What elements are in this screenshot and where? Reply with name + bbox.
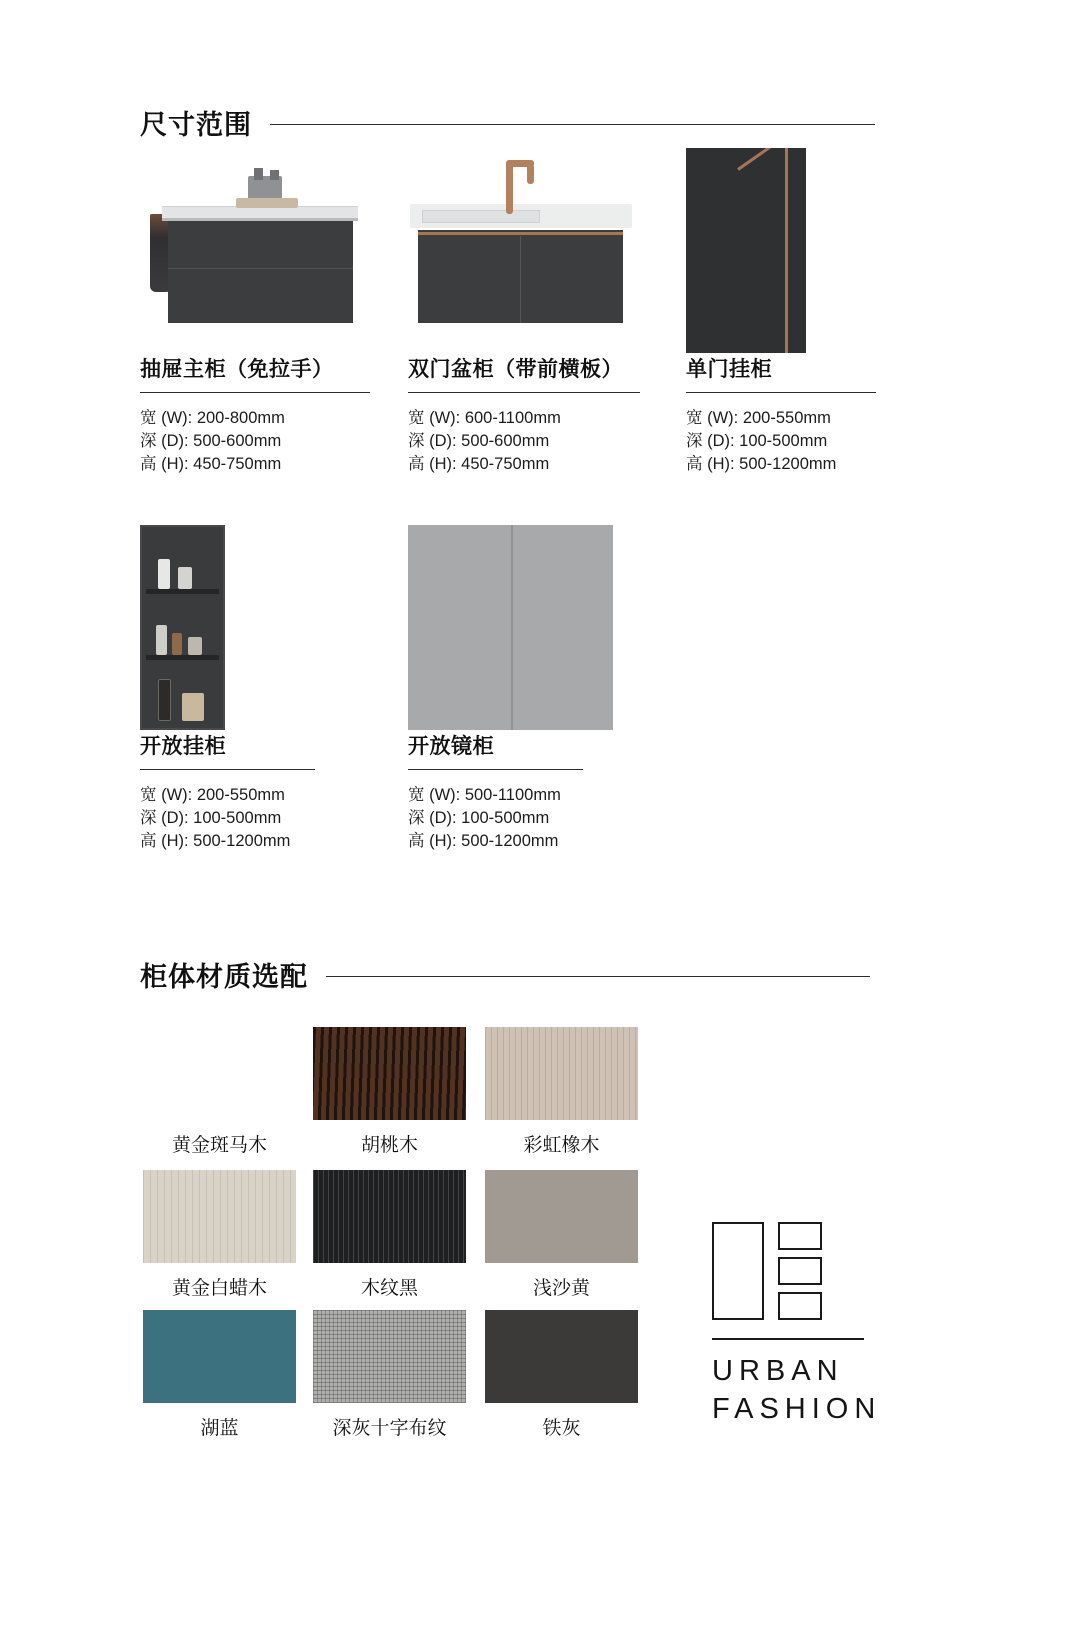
sink-cabinet-illustration [408, 148, 640, 353]
material-chip [485, 1027, 638, 1120]
basin [422, 210, 540, 223]
product-specs [408, 784, 583, 853]
spec-height: 高 (H): 500-1200mm [140, 832, 291, 850]
section-divider [270, 124, 875, 125]
open-shelf-cabinet-illustration [140, 525, 225, 730]
tray-decor [236, 198, 298, 208]
product-name-underline [686, 392, 876, 393]
spec-height: 高 (H): 450-750mm [408, 455, 550, 473]
bottle-decor-3 [156, 625, 167, 655]
bottle-decor-4 [172, 633, 182, 655]
material-label: 胡桃木 [360, 1135, 418, 1156]
door-seam [520, 236, 521, 323]
product-name: 单门挂柜 [686, 358, 772, 381]
material-swatch-1[interactable] [313, 1027, 466, 1157]
cabinet-body [408, 525, 613, 730]
material-chip [313, 1027, 466, 1120]
door-seam [511, 525, 513, 730]
material-chip [313, 1310, 466, 1403]
cabinet-body [686, 148, 806, 353]
spec-depth: 深 (D): 100-500mm [686, 432, 828, 450]
product-name-underline [140, 392, 370, 393]
product-name-underline [140, 769, 315, 770]
spec-width: 宽 (W): 200-550mm [140, 786, 285, 804]
section-title: 柜体材质选配 [140, 962, 308, 992]
material-swatch-8[interactable] [485, 1310, 638, 1440]
material-swatch-0[interactable] [143, 1027, 296, 1157]
tall-single-door-cabinet-illustration [686, 148, 806, 353]
drawer-seam [168, 268, 353, 269]
logo-rect-small-3 [778, 1292, 822, 1320]
spec-width: 宽 (W): 600-1100mm [408, 409, 561, 427]
product-name: 抽屉主柜（免拉手） [140, 358, 334, 381]
product-name-underline [408, 392, 640, 393]
copper-trim-top [737, 148, 780, 171]
product-specs [408, 407, 640, 476]
material-label: 铁灰 [542, 1418, 581, 1439]
spec-depth: 深 (D): 500-600mm [408, 432, 550, 450]
spec-width: 宽 (W): 200-550mm [686, 409, 831, 427]
spec-width: 宽 (W): 200-800mm [140, 409, 285, 427]
material-label: 黄金白蜡木 [171, 1278, 267, 1299]
material-label: 浅沙黄 [532, 1278, 590, 1299]
material-label: 湖蓝 [200, 1418, 239, 1439]
material-chip [143, 1170, 296, 1263]
spec-height: 高 (H): 500-1200mm [686, 455, 837, 473]
bottle-decor-1 [158, 559, 170, 589]
product-name: 双门盆柜（带前横板） [408, 358, 623, 381]
product-specs [686, 407, 876, 476]
spec-height: 高 (H): 500-1200mm [408, 832, 559, 850]
material-swatch-3[interactable] [143, 1170, 296, 1300]
logo-mark-icon [712, 1222, 844, 1320]
brand-logo [712, 1222, 881, 1428]
material-chip [143, 1310, 296, 1403]
mirror-cabinet-illustration [408, 525, 613, 730]
bottle-decor-2 [178, 567, 192, 589]
logo-line-1: URBAN [712, 1355, 844, 1387]
product-name: 开放挂柜 [140, 735, 226, 758]
shelf-plate-1 [146, 589, 219, 594]
product-specs [140, 784, 315, 853]
material-label: 木纹黑 [360, 1278, 418, 1299]
shelf-plate-2 [146, 655, 219, 660]
copper-trim [785, 148, 788, 353]
logo-divider [712, 1338, 864, 1340]
material-chip [313, 1170, 466, 1263]
spec-depth: 深 (D): 500-600mm [140, 432, 282, 450]
product-card-sink-cabinet [408, 148, 640, 476]
bottle-decor-7 [182, 693, 204, 721]
product-card-single-door-cabinet [686, 148, 876, 476]
material-swatch-6[interactable] [143, 1310, 296, 1440]
bottle-cap-decor-2 [270, 170, 279, 180]
material-swatch-5[interactable] [485, 1170, 638, 1300]
faucet-spout [527, 164, 534, 184]
copper-trim [418, 232, 623, 235]
bottle-cap-decor [254, 168, 263, 180]
product-specs [140, 407, 370, 476]
logo-rect-small-1 [778, 1222, 822, 1250]
material-chip [485, 1170, 638, 1263]
spec-depth: 深 (D): 100-500mm [140, 809, 282, 827]
product-card-open-shelf [140, 525, 315, 853]
material-label: 黄金斑马木 [171, 1135, 267, 1156]
countertop-edge [162, 218, 358, 221]
material-swatch-7[interactable] [313, 1310, 466, 1440]
section-title: 尺寸范围 [140, 110, 252, 140]
spec-depth: 深 (D): 100-500mm [408, 809, 550, 827]
spec-height: 高 (H): 450-750mm [140, 455, 282, 473]
section-divider [326, 976, 870, 977]
product-card-drawer-cabinet [140, 148, 370, 476]
logo-wordmark [712, 1352, 881, 1428]
faucet-stem [506, 162, 513, 214]
logo-rect-large [712, 1222, 764, 1320]
cabinet-body [168, 216, 353, 323]
bottle-decor-5 [188, 637, 202, 655]
drawer-cabinet-illustration [140, 148, 370, 353]
material-chip [485, 1310, 638, 1403]
product-name-underline [408, 769, 583, 770]
logo-rect-small-2 [778, 1257, 822, 1285]
logo-line-2: FASHION [712, 1393, 882, 1425]
cabinet-body [140, 525, 225, 730]
material-swatch-2[interactable] [485, 1027, 638, 1157]
section-header-material-options [140, 955, 870, 994]
bottle-decor-6 [158, 679, 171, 721]
product-name: 开放镜柜 [408, 735, 494, 758]
material-label: 深灰十字布纹 [332, 1418, 447, 1439]
material-swatch-4[interactable] [313, 1170, 466, 1300]
material-label: 彩虹橡木 [523, 1135, 600, 1156]
product-card-mirror-cabinet [408, 525, 583, 853]
spec-width: 宽 (W): 500-1100mm [408, 786, 561, 804]
section-header-size-range [140, 103, 875, 142]
material-chip [143, 1027, 296, 1120]
